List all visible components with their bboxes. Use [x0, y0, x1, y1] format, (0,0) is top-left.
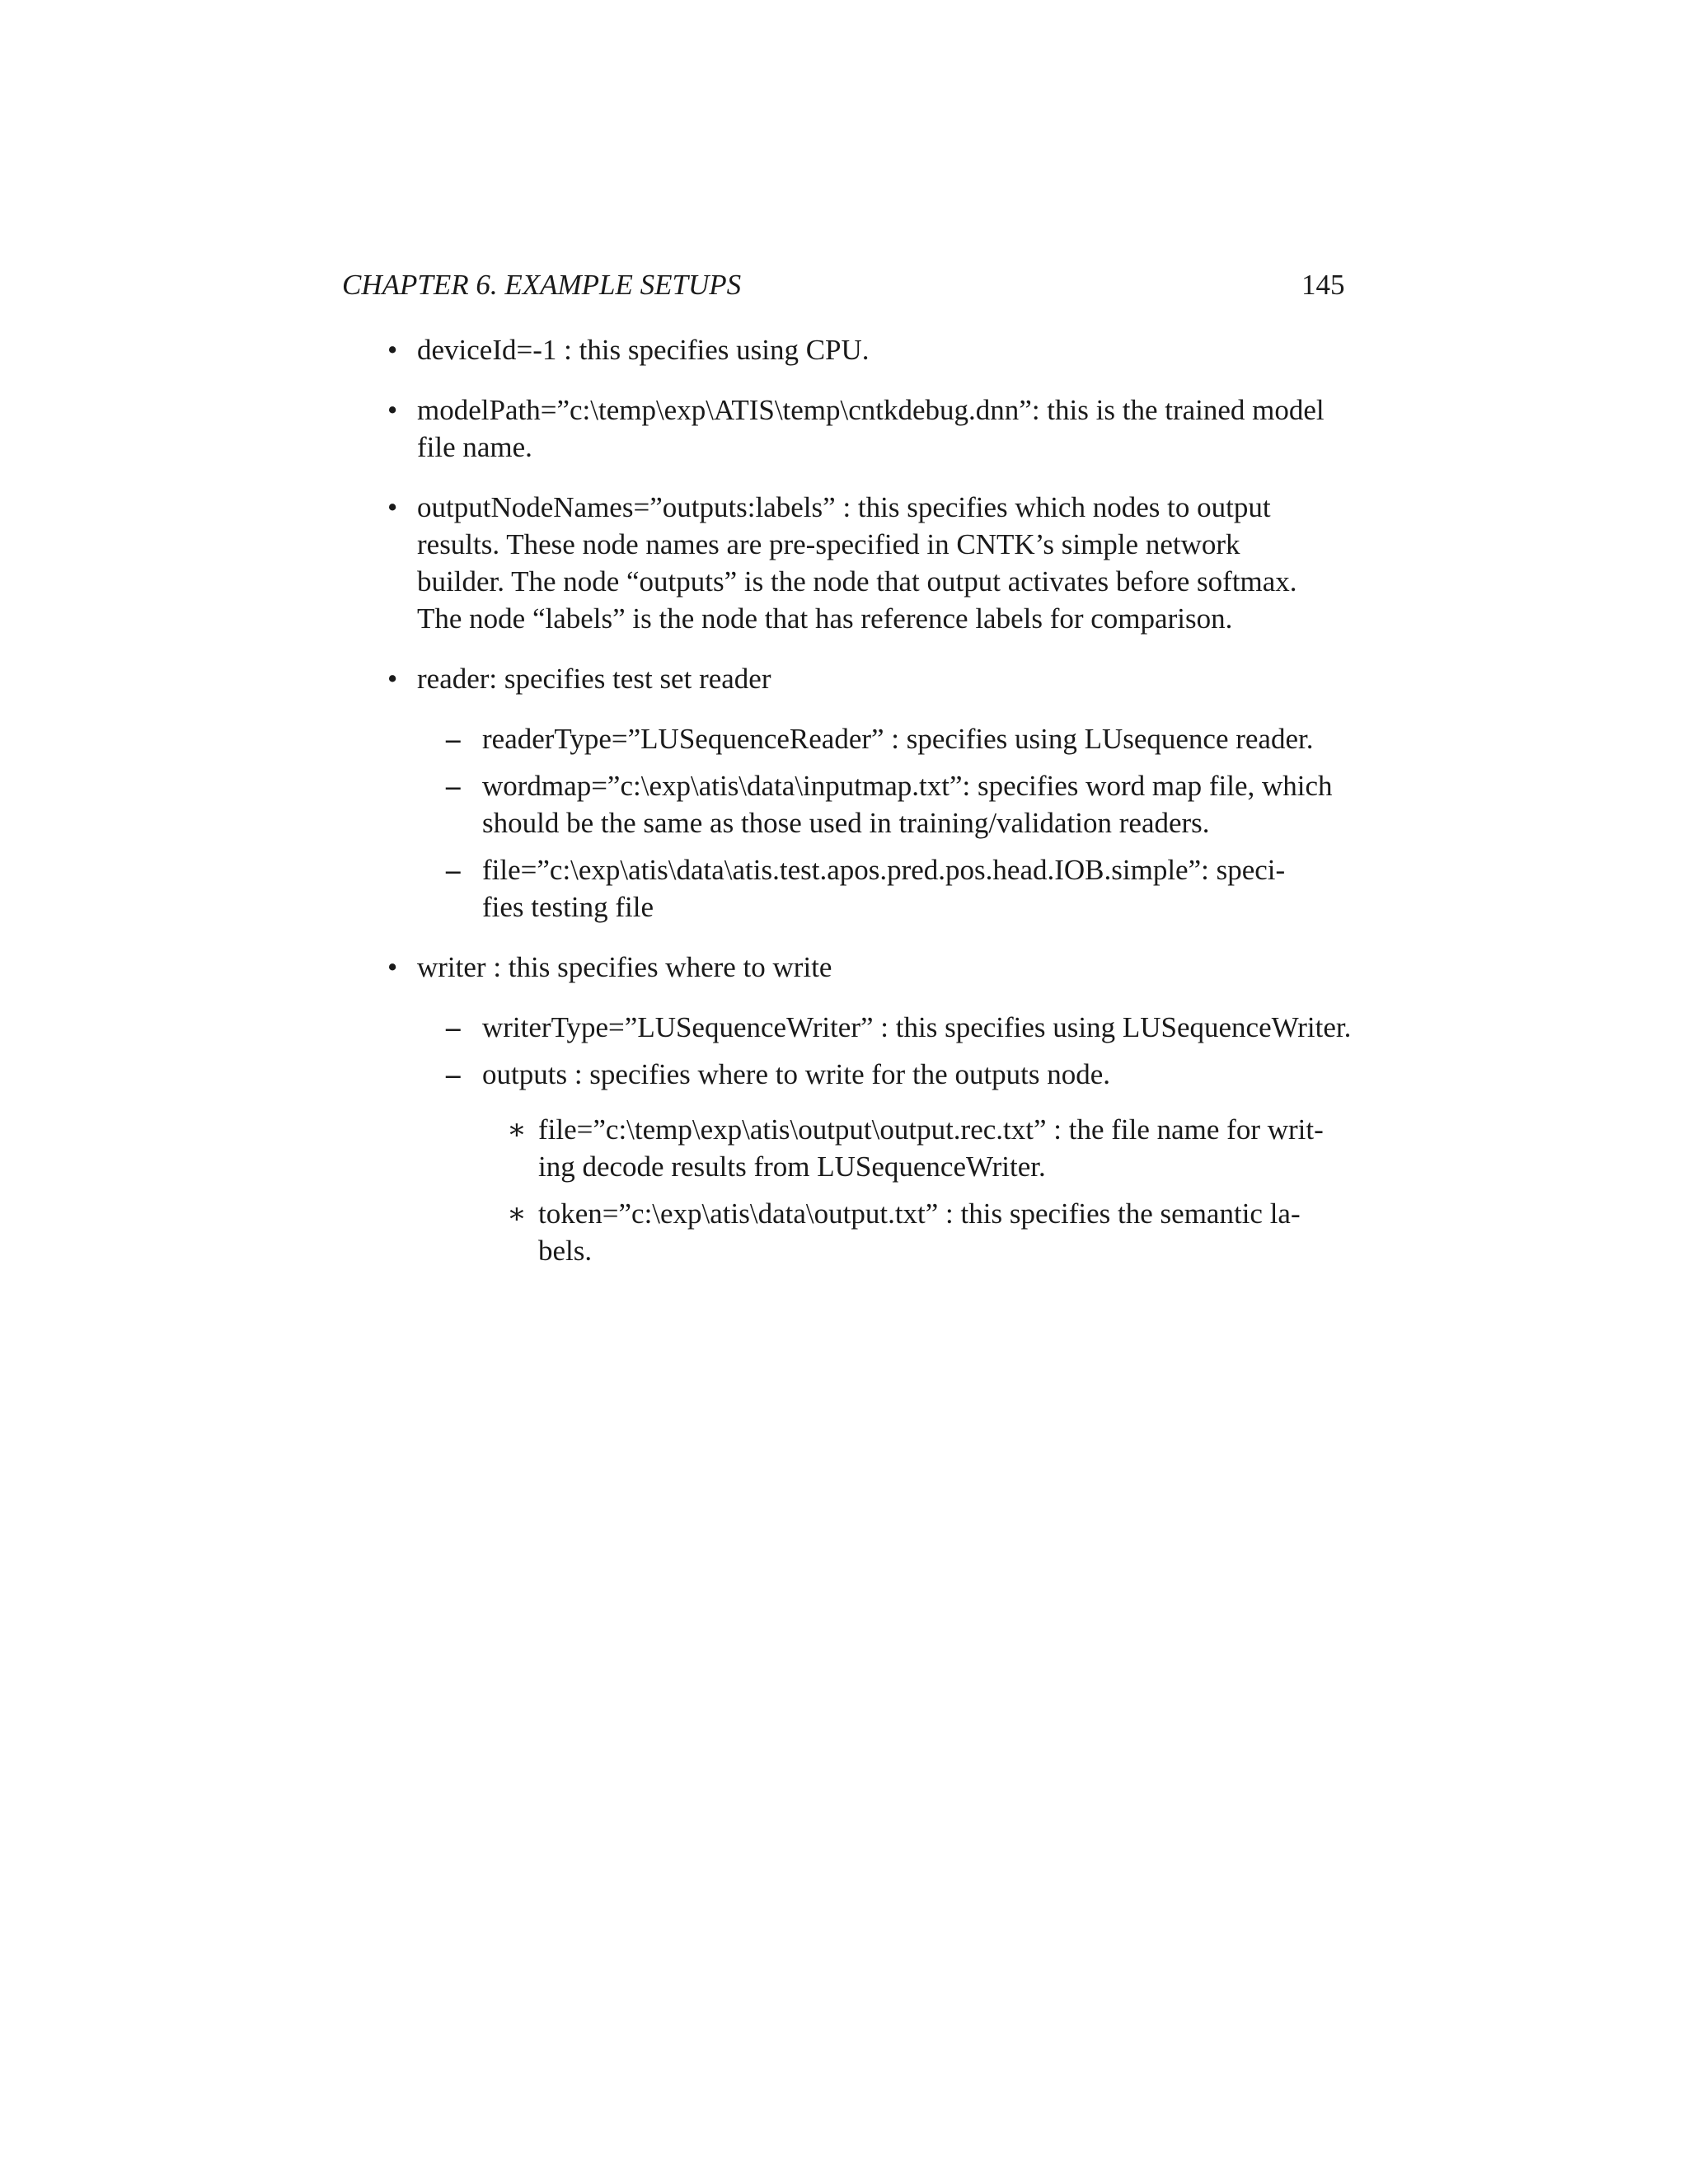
outputs-sublist: [482, 1111, 1381, 1269]
dash-marker: –: [446, 1011, 461, 1043]
item-line: file=”c:\exp\atis\data\atis.test.apos.pred.pos.head.IOB.simple”: speci-: [482, 854, 1286, 886]
item-line: file name.: [417, 431, 532, 463]
item-line: reader: specifies test set reader: [417, 663, 771, 695]
list-item-model-path: [342, 391, 1381, 466]
item-line: should be the same as those used in training/validation readers.: [482, 807, 1210, 839]
reader-sublist: [417, 720, 1381, 926]
item-line: writerType=”LUSequenceWriter” : this specifies using LUSequenceWriter.: [482, 1011, 1352, 1043]
item-line: modelPath=”c:\temp\exp\ATIS\temp\cntkdebug.dnn”: this is the trained model: [417, 394, 1325, 426]
subitem-wordmap: [417, 767, 1381, 841]
subitem-writer-type: [417, 1009, 1381, 1046]
subsubitem-token: [482, 1195, 1381, 1269]
dash-marker: –: [446, 770, 461, 802]
dash-marker: –: [446, 854, 461, 886]
running-header: [342, 262, 1381, 308]
writer-sublist: [417, 1009, 1381, 1269]
bullet-marker: •: [387, 334, 398, 366]
item-line: fies testing file: [482, 891, 654, 923]
item-line: token=”c:\exp\atis\data\output.txt” : this specifies the semantic la-: [538, 1197, 1301, 1230]
item-line: deviceId=-1 : this specifies using CPU.: [417, 334, 870, 366]
item-line: results. These node names are pre-specified in CNTK’s simple network: [417, 528, 1240, 560]
subitem-outputs: [417, 1056, 1381, 1269]
item-line: The node “labels” is the node that has reference labels for comparison.: [417, 602, 1233, 635]
list-item-reader: [342, 660, 1381, 926]
item-line: writer : this specifies where to write: [417, 951, 832, 983]
list-item-writer: [342, 949, 1381, 1269]
page-number: 145: [1301, 269, 1345, 301]
star-marker: ∗: [507, 1197, 527, 1230]
item-line: file=”c:\temp\exp\atis\output\output.rec.txt” : the file name for writ-: [538, 1113, 1324, 1146]
option-list: [342, 331, 1381, 1269]
subitem-reader-type: [417, 720, 1381, 757]
dash-marker: –: [446, 1058, 461, 1090]
item-line: ing decode results from LUSequenceWriter.: [538, 1151, 1046, 1183]
chapter-title: CHAPTER 6. EXAMPLE SETUPS: [342, 269, 742, 301]
list-item-output-node-names: [342, 489, 1381, 637]
item-line: outputs : specifies where to write for the outputs node.: [482, 1058, 1111, 1090]
bullet-marker: •: [387, 951, 398, 983]
item-line: readerType=”LUSequenceReader” : specifies using LUsequence reader.: [482, 723, 1314, 755]
bullet-marker: •: [387, 663, 398, 695]
subitem-file: [417, 851, 1381, 926]
dash-marker: –: [446, 723, 461, 755]
bullet-marker: •: [387, 394, 398, 426]
document-page: [342, 262, 1381, 1292]
item-line: builder. The node “outputs” is the node that output activates before softmax.: [417, 565, 1297, 598]
subsubitem-output-file: [482, 1111, 1381, 1185]
bullet-marker: •: [387, 491, 398, 523]
list-item-device-id: [342, 331, 1381, 368]
item-line: outputNodeNames=”outputs:labels” : this specifies which nodes to output: [417, 491, 1271, 523]
star-marker: ∗: [507, 1113, 527, 1146]
item-line: wordmap=”c:\exp\atis\data\inputmap.txt”: specifies word map file, which: [482, 770, 1333, 802]
item-line: bels.: [538, 1235, 593, 1267]
